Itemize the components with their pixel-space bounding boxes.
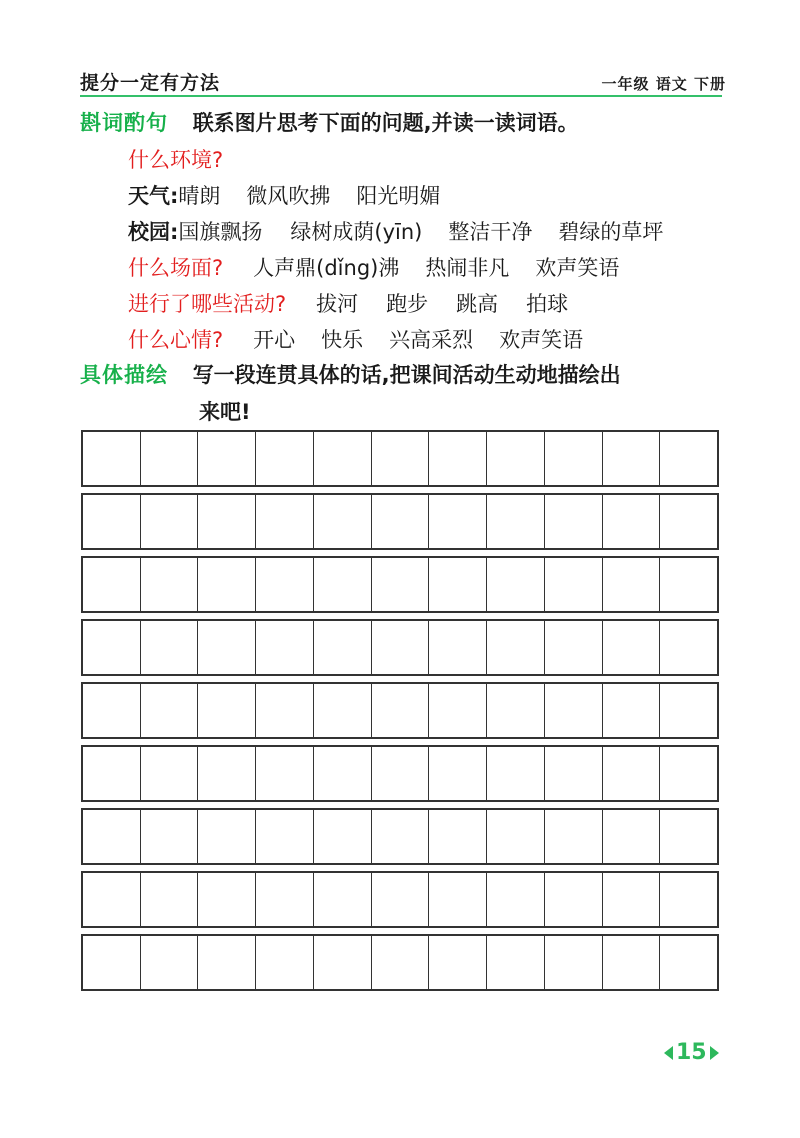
triangle-left-icon <box>664 1046 673 1060</box>
activity-word: 拍球 <box>526 292 569 316</box>
grid-cell[interactable] <box>83 810 141 863</box>
weather-word: 晴朗 <box>178 184 221 208</box>
grid-cell[interactable] <box>372 810 430 863</box>
grid-cell[interactable] <box>256 747 314 800</box>
grid-cell[interactable] <box>372 432 430 485</box>
section2-label: 具体描绘 <box>80 363 168 387</box>
grid-cell[interactable] <box>256 936 314 989</box>
book-title: 提分一定有方法 <box>80 72 221 94</box>
grid-cell[interactable] <box>314 936 372 989</box>
grid-cell[interactable] <box>660 810 717 863</box>
grid-cell[interactable] <box>314 810 372 863</box>
campus-word: 碧绿的草坪 <box>558 220 664 244</box>
scene-question: 什么场面? <box>128 256 224 280</box>
grid-cell[interactable] <box>141 810 199 863</box>
grid-cell[interactable] <box>83 684 141 737</box>
grid-cell[interactable] <box>198 621 256 674</box>
weather-line <box>128 180 440 210</box>
section2-instruction: 写一段连贯具体的话,把课间活动生动地描绘出 <box>192 363 621 387</box>
page-number <box>664 1040 719 1065</box>
grid-cell[interactable] <box>256 495 314 548</box>
grid-row <box>81 619 719 676</box>
grid-cell[interactable] <box>198 558 256 611</box>
campus-word: 国旗飘扬 <box>178 220 263 244</box>
grid-cell[interactable] <box>487 747 545 800</box>
grid-cell[interactable] <box>256 684 314 737</box>
activity-word: 跑步 <box>386 292 429 316</box>
grid-cell[interactable] <box>141 747 199 800</box>
section2-title-line <box>80 359 621 389</box>
grid-row <box>81 430 719 487</box>
activity-word: 拔河 <box>316 292 359 316</box>
grid-cell[interactable] <box>198 747 256 800</box>
grid-cell[interactable] <box>83 495 141 548</box>
grid-cell[interactable] <box>83 621 141 674</box>
mood-word: 开心 <box>253 328 296 352</box>
grid-row <box>81 934 719 991</box>
grid-cell[interactable] <box>372 747 430 800</box>
grid-cell[interactable] <box>603 684 661 737</box>
mood-line <box>128 324 583 354</box>
weather-word: 阳光明媚 <box>356 184 441 208</box>
grid-cell[interactable] <box>372 873 430 926</box>
grid-cell[interactable] <box>314 621 372 674</box>
grid-cell[interactable] <box>487 810 545 863</box>
scene-word: 热闹非凡 <box>425 256 510 280</box>
grid-cell[interactable] <box>83 558 141 611</box>
grid-cell[interactable] <box>256 810 314 863</box>
grid-cell[interactable] <box>198 936 256 989</box>
grid-cell[interactable] <box>545 558 603 611</box>
grid-cell[interactable] <box>603 747 661 800</box>
grid-cell[interactable] <box>198 495 256 548</box>
grid-cell[interactable] <box>314 747 372 800</box>
grid-cell[interactable] <box>603 558 661 611</box>
grid-row <box>81 493 719 550</box>
grid-cell[interactable] <box>660 495 717 548</box>
grid-cell[interactable] <box>141 684 199 737</box>
weather-label: 天气: <box>128 184 179 208</box>
grid-cell[interactable] <box>545 432 603 485</box>
grid-cell[interactable] <box>83 432 141 485</box>
grid-cell[interactable] <box>429 621 487 674</box>
activities-question: 进行了哪些活动? <box>128 292 287 316</box>
grid-cell[interactable] <box>429 684 487 737</box>
grid-cell[interactable] <box>545 810 603 863</box>
activities-line <box>128 288 568 318</box>
grid-cell[interactable] <box>372 558 430 611</box>
mood-word: 快乐 <box>321 328 364 352</box>
grid-cell[interactable] <box>660 936 717 989</box>
writing-grid[interactable] <box>81 430 719 997</box>
grid-row <box>81 871 719 928</box>
campus-line <box>128 216 663 246</box>
grid-cell[interactable] <box>429 432 487 485</box>
grid-cell[interactable] <box>660 558 717 611</box>
grid-cell[interactable] <box>256 558 314 611</box>
grid-cell[interactable] <box>429 558 487 611</box>
grid-cell[interactable] <box>603 621 661 674</box>
grid-cell[interactable] <box>487 684 545 737</box>
grid-cell[interactable] <box>429 747 487 800</box>
grid-cell[interactable] <box>487 621 545 674</box>
grid-cell[interactable] <box>256 621 314 674</box>
grid-cell[interactable] <box>545 936 603 989</box>
grid-cell[interactable] <box>141 495 199 548</box>
grid-cell[interactable] <box>545 621 603 674</box>
section1-title-line <box>80 107 579 137</box>
scene-line <box>128 252 619 282</box>
grid-cell[interactable] <box>141 873 199 926</box>
page-number-text: 15 <box>676 1040 707 1065</box>
grid-cell[interactable] <box>198 810 256 863</box>
grid-cell[interactable] <box>660 747 717 800</box>
weather-word: 微风吹拂 <box>246 184 331 208</box>
grid-cell[interactable] <box>372 936 430 989</box>
activity-word: 跳高 <box>456 292 499 316</box>
grid-cell[interactable] <box>487 936 545 989</box>
triangle-right-icon <box>710 1046 719 1060</box>
grid-cell[interactable] <box>603 432 661 485</box>
grid-row <box>81 745 719 802</box>
grid-cell[interactable] <box>314 558 372 611</box>
grid-cell[interactable] <box>141 558 199 611</box>
environment-question-line <box>128 144 223 174</box>
grid-cell[interactable] <box>545 495 603 548</box>
mood-question: 什么心情? <box>128 328 224 352</box>
campus-word: 整洁干净 <box>448 220 533 244</box>
campus-label: 校园: <box>128 220 179 244</box>
grid-cell[interactable] <box>487 495 545 548</box>
grid-row <box>81 682 719 739</box>
grade-info: 一年级 语文 下册 <box>601 75 726 93</box>
grid-row <box>81 808 719 865</box>
grid-cell[interactable] <box>603 810 661 863</box>
grid-cell[interactable] <box>256 873 314 926</box>
scene-word: 人声鼎(dǐng)沸 <box>253 256 400 280</box>
grid-cell[interactable] <box>141 432 199 485</box>
grid-cell[interactable] <box>603 495 661 548</box>
header-divider <box>80 95 722 97</box>
grid-cell[interactable] <box>660 684 717 737</box>
grid-cell[interactable] <box>545 873 603 926</box>
section1-label: 斟词酌句 <box>80 111 168 135</box>
grid-cell[interactable] <box>429 495 487 548</box>
grid-cell[interactable] <box>141 936 199 989</box>
grid-cell[interactable] <box>603 873 661 926</box>
section1-instruction: 联系图片思考下面的问题,并读一读词语。 <box>192 111 579 135</box>
grid-cell[interactable] <box>487 873 545 926</box>
grid-cell[interactable] <box>256 432 314 485</box>
campus-word: 绿树成荫(yīn) <box>290 220 423 244</box>
grid-cell[interactable] <box>660 621 717 674</box>
grid-cell[interactable] <box>545 684 603 737</box>
grid-cell[interactable] <box>314 684 372 737</box>
grid-cell[interactable] <box>314 432 372 485</box>
grid-cell[interactable] <box>660 432 717 485</box>
grid-cell[interactable] <box>83 873 141 926</box>
grid-cell[interactable] <box>545 747 603 800</box>
environment-question: 什么环境? <box>128 148 224 172</box>
grid-cell[interactable] <box>487 432 545 485</box>
mood-word: 欢声笑语 <box>499 328 584 352</box>
mood-word: 兴高采烈 <box>389 328 474 352</box>
grid-cell[interactable] <box>372 495 430 548</box>
grid-cell[interactable] <box>372 684 430 737</box>
grid-cell[interactable] <box>83 747 141 800</box>
grid-cell[interactable] <box>429 936 487 989</box>
grid-cell[interactable] <box>487 558 545 611</box>
grid-cell[interactable] <box>314 495 372 548</box>
grid-cell[interactable] <box>198 432 256 485</box>
grid-cell[interactable] <box>429 873 487 926</box>
scene-word: 欢声笑语 <box>535 256 620 280</box>
grid-cell[interactable] <box>660 873 717 926</box>
grid-cell[interactable] <box>429 810 487 863</box>
grid-row <box>81 556 719 613</box>
grid-cell[interactable] <box>198 873 256 926</box>
grid-cell[interactable] <box>141 621 199 674</box>
grid-cell[interactable] <box>198 684 256 737</box>
grid-cell[interactable] <box>83 936 141 989</box>
grid-cell[interactable] <box>372 621 430 674</box>
grid-cell[interactable] <box>314 873 372 926</box>
section2-instruction-cont: 来吧! <box>199 400 251 424</box>
grid-cell[interactable] <box>603 936 661 989</box>
